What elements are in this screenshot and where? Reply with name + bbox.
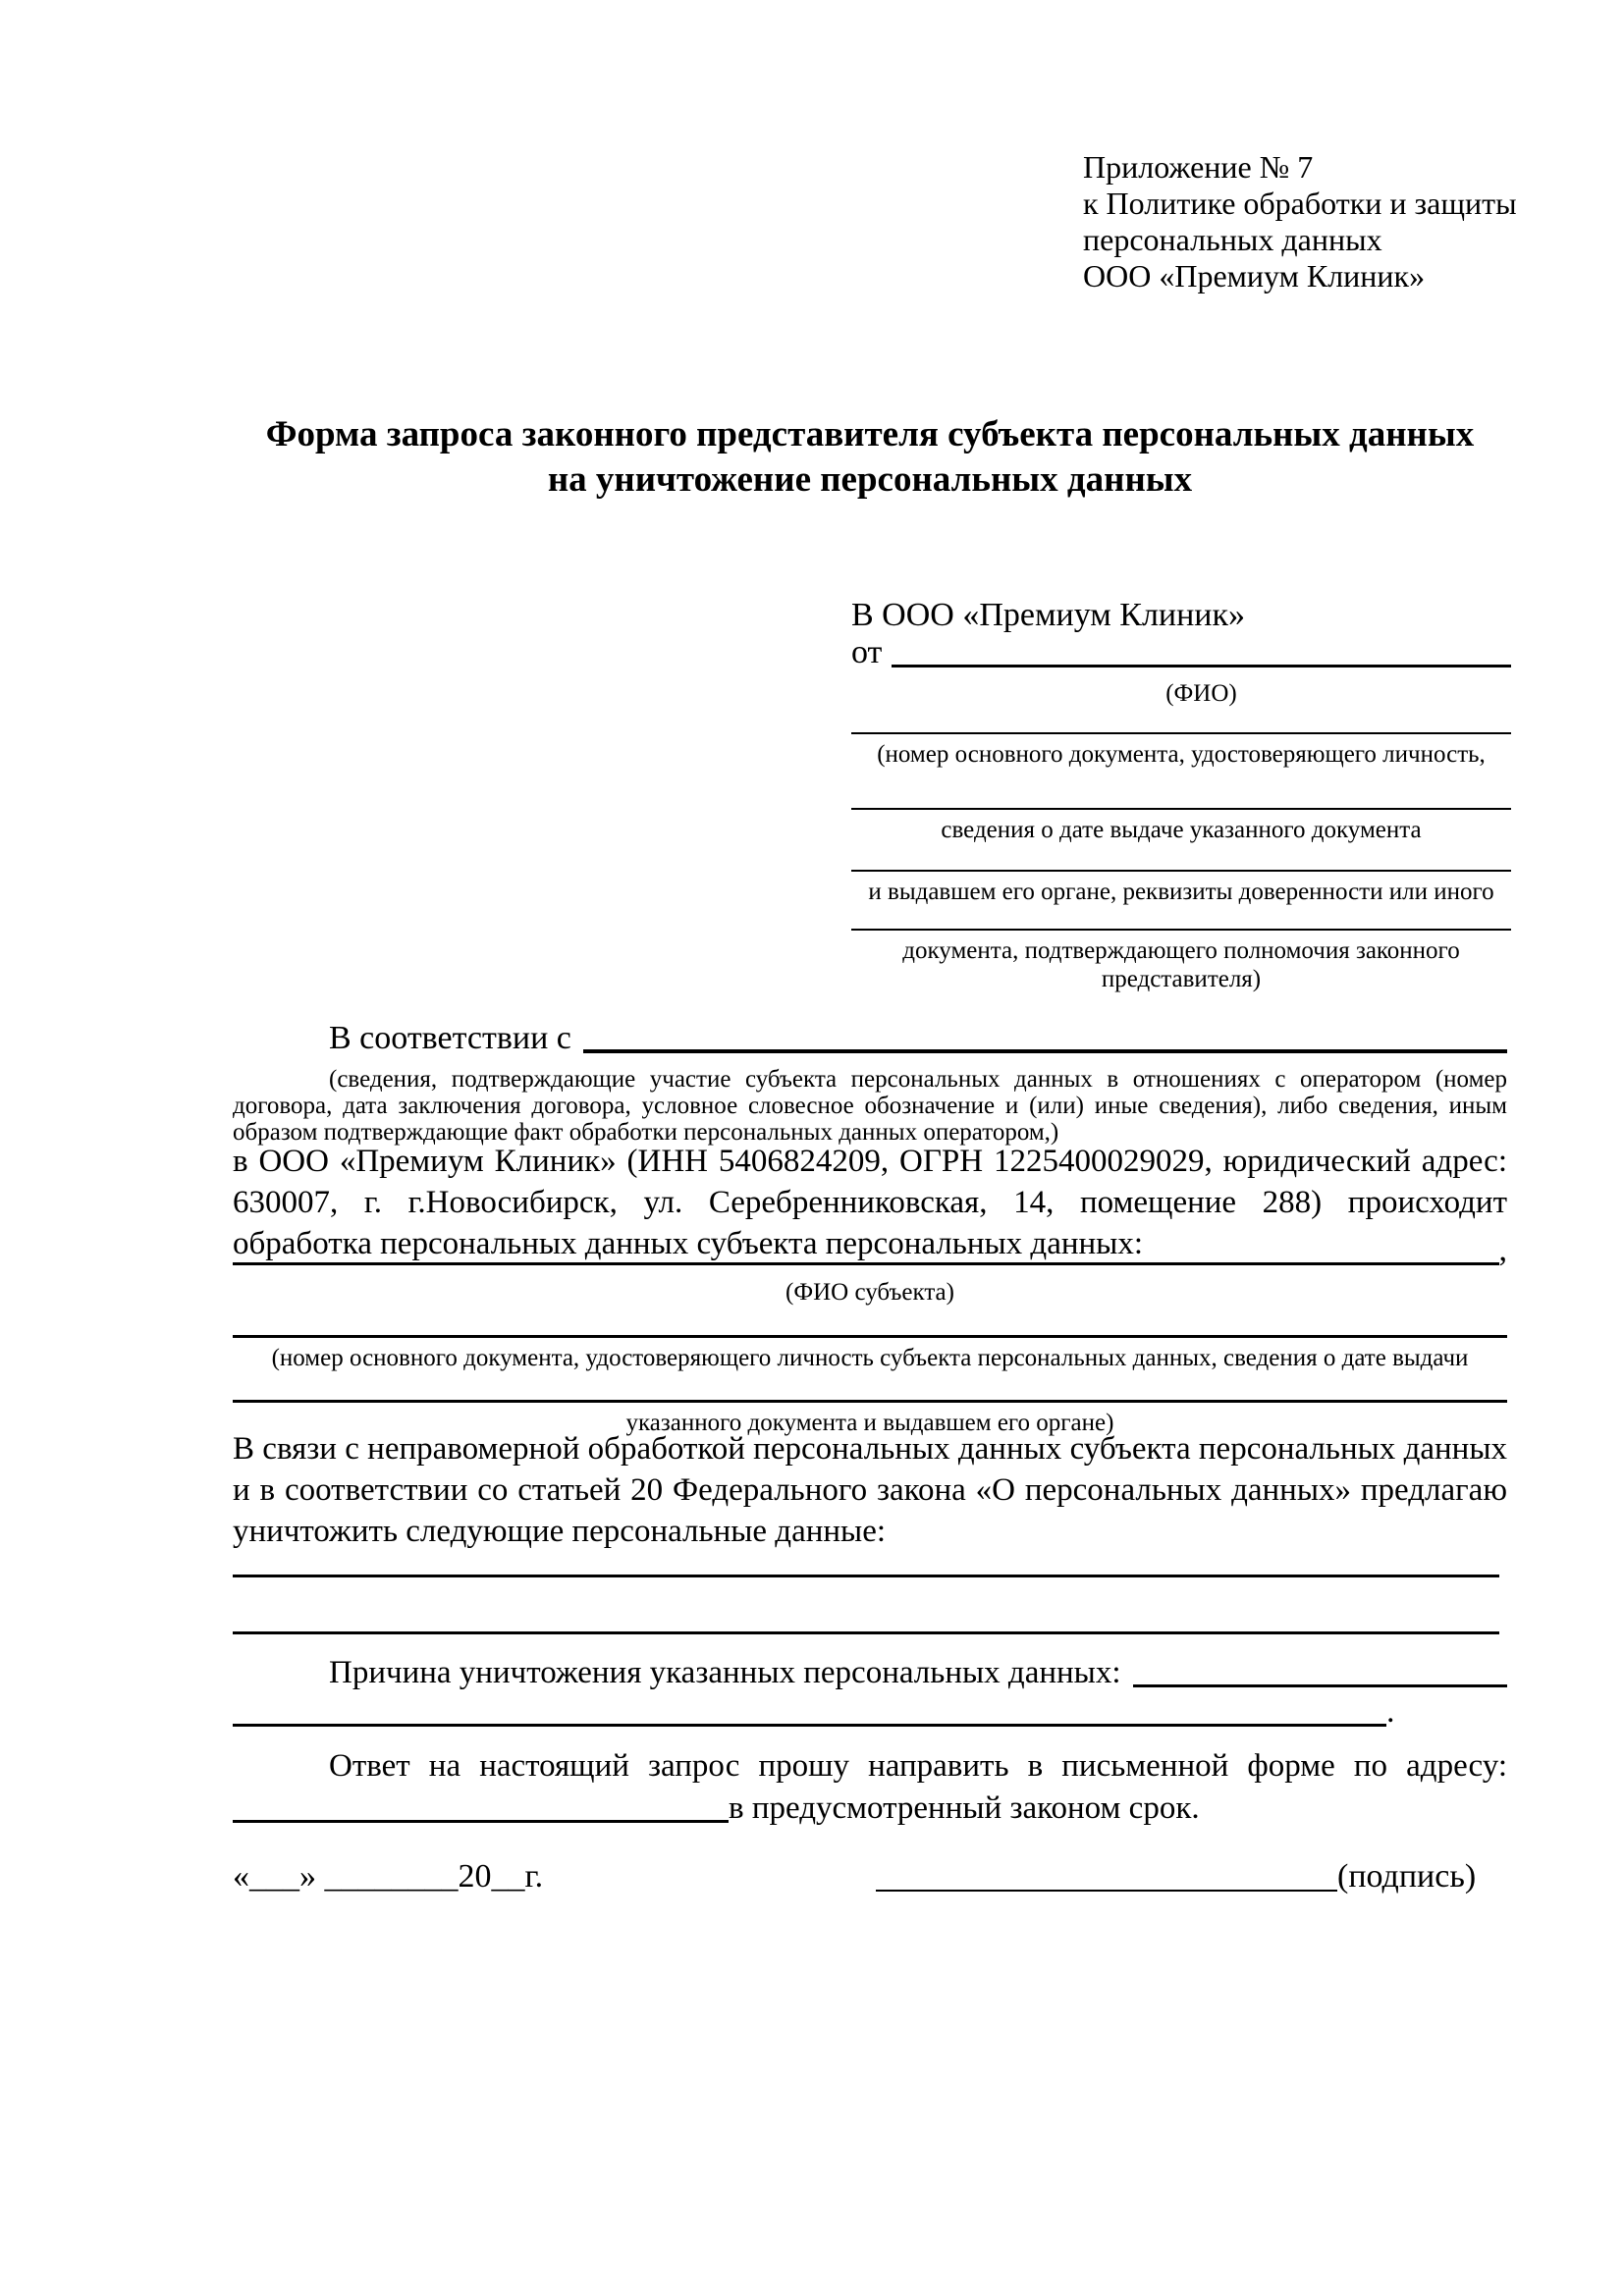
doc-caption-1: (номер основного документа, удостоверяющего личность, — [877, 741, 1486, 768]
reason-blank-line-2 — [233, 1724, 1386, 1727]
subject-doc-blank-line-1 — [233, 1335, 1507, 1338]
appendix-line: Приложение № 7 — [1083, 149, 1314, 185]
blank-line-doc-3 — [851, 870, 1511, 872]
blank-line-data-2 — [233, 1631, 1499, 1634]
accordance-note: (сведения, подтверждающие участие субъекта персональных данных в отношениях с оператором (номер договора, дата заключения договора, условное словесное обозначение и (или) иные сведения), либо сведения, иным образом подтверждающие факт обработки персональных данных оператором,) — [233, 1066, 1507, 1146]
subject-fio-comma: , — [1498, 1232, 1507, 1268]
blank-line-doc-4 — [851, 929, 1511, 931]
blank-line-doc-1 — [851, 732, 1511, 734]
reason-continuation-row — [233, 1694, 1507, 1732]
blank-line-data-1 — [233, 1575, 1499, 1577]
subject-fio-caption: (ФИО субъекта) — [785, 1279, 954, 1306]
response-paragraph: Ответ на настоящий запрос прошу направить в письменной форме по адресу: — [329, 1748, 1507, 1784]
blank-line-doc-2 — [851, 808, 1511, 810]
accordance-blank-line — [583, 1049, 1507, 1053]
title-line-1: Форма запроса законного представителя субъекта персональных данных — [265, 414, 1475, 454]
signature-blank-line — [876, 1890, 1337, 1892]
subject-fio-row — [233, 1232, 1507, 1270]
appendix-line: к Политике обработки и защиты — [1083, 186, 1517, 221]
reason-row — [233, 1653, 1507, 1692]
response-address-row — [233, 1789, 1507, 1828]
signature-row — [876, 1857, 1512, 1896]
subject-doc-blank-line-2 — [233, 1400, 1507, 1403]
title-line-2: на уничтожение персональных данных — [547, 459, 1193, 500]
signature-caption: (подпись) — [1337, 1858, 1477, 1895]
sentence-period: . — [1386, 1693, 1395, 1730]
addressee-from-row — [851, 633, 1511, 672]
appendix-line: персональных данных — [1083, 222, 1382, 257]
subject-doc-caption-2: указанного документа и выдавшем его органе) — [625, 1410, 1114, 1436]
reason-blank-line — [1133, 1684, 1507, 1687]
operator-paragraph: в ООО «Премиум Клиник» (ИНН 5406824209, ОГРН 1225400029029, юридический адрес: 630007, г. г.Новосибирск, ул. Серебренниковская, 14, помещение 288) происходит обработка персональных данных субъекта персональных данных: — [233, 1144, 1507, 1261]
address-blank-line — [233, 1820, 729, 1823]
accordance-lead: В соответствии с — [329, 1020, 571, 1056]
date-line: «___» ________20__г. — [233, 1858, 544, 1895]
from-label: от — [851, 634, 883, 670]
subject-fio-blank-line — [233, 1262, 1499, 1265]
subject-doc-caption-1: (номер основного документа, удостоверяющего личность субъекта персональных данных, сведения о дате выдачи — [271, 1345, 1469, 1371]
addressee-to: В ООО «Премиум Клиник» — [851, 597, 1246, 633]
reason-label: Причина уничтожения указанных персональных данных: — [329, 1655, 1121, 1690]
appendix-line: ООО «Премиум Клиник» — [1083, 258, 1426, 294]
doc-caption-4: документа, подтверждающего полномочия законного представителя) — [902, 937, 1460, 992]
fio-caption: (ФИО) — [1165, 680, 1237, 707]
accordance-row — [233, 1017, 1507, 1058]
response-tail: в предусмотренный законом срок. — [729, 1790, 1200, 1826]
appendix-block — [1083, 149, 1544, 294]
doc-caption-2: сведения о дате выдаче указанного документа — [941, 817, 1422, 843]
from-blank-line — [892, 665, 1511, 667]
doc-caption-3: и выдавшем его органе, реквизиты доверенности или иного — [868, 879, 1494, 905]
destroy-paragraph: В связи с неправомерной обработкой персональных данных субъекта персональных данных и в соответствии со статьей 20 Федерального закона «О персональных данных» предлагаю уничтожить следующие персональные данные: — [233, 1431, 1507, 1549]
document-title — [233, 412, 1507, 503]
